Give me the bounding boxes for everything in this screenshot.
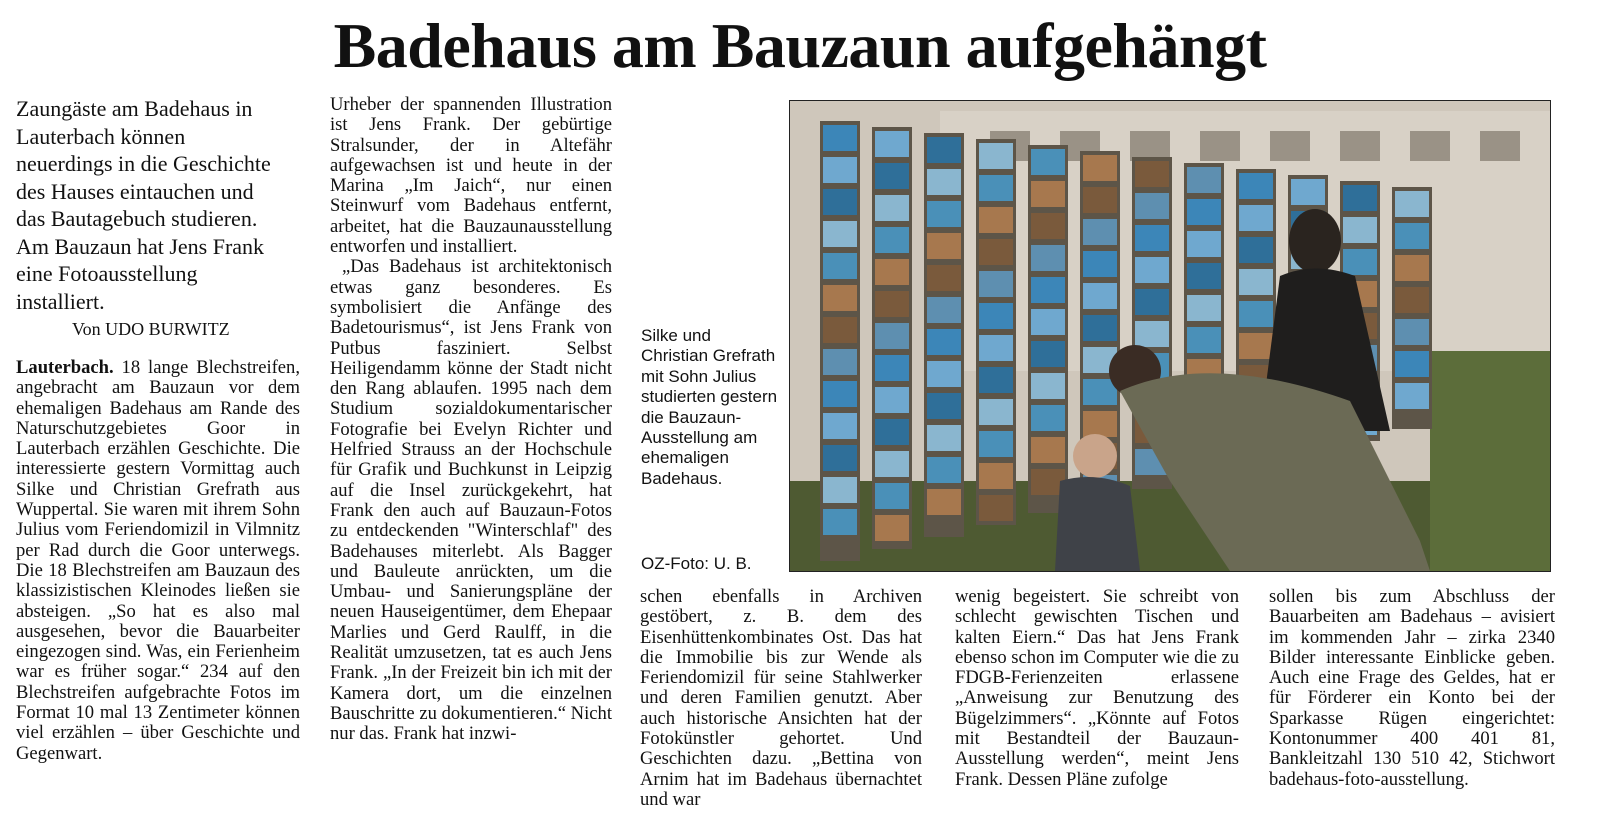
body-column-5: sollen bis zum Abschluss der Bauarbeiten am Badehaus – avisiert im kommenden Jahr – zirka 2340 Bilder interessante Einblicke geben. Auch eine Frage des Geldes, hat er für Förderer ein Konto bei der Sparkasse Rügen eingerichtet: Kontonummer 400 401 81, Bankleitzahl 130 510 42, Stichwort badehaus-foto-ausstellung. — [1269, 586, 1555, 790]
body-column-4: wenig begeistert. Sie schreibt von schlecht gewischten Tischen und kalten Eiern.“ Das hat Jens Frank ebenso schon im Computer wie die zu FDGB-Ferienzeiten erlassene „Anweisung zur Benutzung des Bügelzimmers“. „Könnte auf Fotos mit Bestandteil der Bauzaun-Ausstellung werden“, meint Jens Frank. Dessen Pläne zufolge — [955, 586, 1240, 790]
article-photo — [789, 100, 1551, 572]
column-2-paragraph-1: Urheber der spannenden Illustration ist Jens Frank. Der gebürtige Stralsunder, der in Altefähr aufgewachsen ist und heute in der Marina „Im Jaich“, nur einen Steinwurf vom Badehaus entfernt, arbeitet, hat die Bauzaunausstellung entworfen und installiert. — [330, 94, 612, 258]
body-column-3: schen ebenfalls in Archiven gestöbert, z. B. dem des Eisenhüttenkombinates Ost. Das hat die Immobilie bis zur Wende als Feriendomizil für seine Stahlwerker und deren Familien genutzt. Aber auch historische Ansichten hat der Fotokünstler gehortet. Und Geschichten dazu. „Bettina von Arnim hat im Badehaus übernachtet und war — [640, 586, 922, 810]
photo-illustration — [790, 101, 1550, 571]
dateline: Lauterbach. — [16, 357, 114, 378]
article-intro: Zaungäste am Badehaus in Lauterbach können neuerdings in die Geschichte des Hauses eintauchen und das Bautagebuch studieren. Am Bauzaun hat Jens Frank eine Fotoausstellung installiert. — [16, 96, 271, 314]
byline: Von UDO BURWITZ — [72, 319, 230, 339]
column-2-paragraph-2: „Das Badehaus ist architektonisch etwas ganz besonderes. Es symbolisiert die Anfänge des Badetourismus“, ist Jens Frank von Putbus fasziniert. Selbst Heiligendamm könne der Stadt nicht den Rang ablaufen. 1995 nach dem Studium sozialdokumentarischer Fotografie bei Evelyn Richter und Helfried Strauss an der Hochschule für Grafik und Buchkunst in Leipzig auf die Insel zurückgekehrt, hat Frank den auch auf Bauzaun-Fotos zu entdeckenden "Winterschlaf" des Badehauses miterlebt. Als Bagger und Bauleute anrückten, um die Umbau- und Sanierungspläne der neuen Hauseigentümer, dem Ehepaar Marlies und Gerd Raulff, in die Realität umzusetzen, tat es auch Jens Frank. „In der Freizeit bin ich mit der Kamera dort, um die einzelnen Bauschritte zu dokumentieren.“ Nicht nur das. Frank hat inzwi- — [330, 256, 612, 745]
photo-credit: OZ-Foto: U. B. — [641, 554, 752, 573]
body-column-1 — [16, 358, 300, 764]
column-1-text: 18 lange Blechstreifen, angebracht am Bauzaun vor dem ehemaligen Badehaus am Rande des Naturschutzgebietes Goor in Lauterbach erzählen Geschichte. Die interessierte gestern Vormittag auch Silke und Christian Grefrath aus Wuppertal. Sie waren mit ihrem Sohn Julius vom Feriendomizil in Vilmnitz per Rad durch die Goor unterwegs. Die 18 Blechstreifen am Bauzaun des klassizistischen Kleinodes ließen sie absteigen. „So hat es also mal ausgesehen, bevor die Bauarbeiter eingezogen sind. Was, ein Ferienheim war es früher sogar.“ 234 auf den Blechstreifen aufgebrachte Fotos im Format 10 mal 13 Zentimeter können viel erzählen – über Geschichte und Gegenwart. — [16, 357, 300, 764]
article-headline: Badehaus am Bauzaun aufgehängt — [333, 10, 1267, 81]
photo-caption: Silke und Christian Grefrath mit Sohn Julius studierten gestern die Bauzaun-Ausstellung am ehemaligen Badehaus. — [641, 326, 778, 488]
body-column-2 — [330, 95, 612, 745]
